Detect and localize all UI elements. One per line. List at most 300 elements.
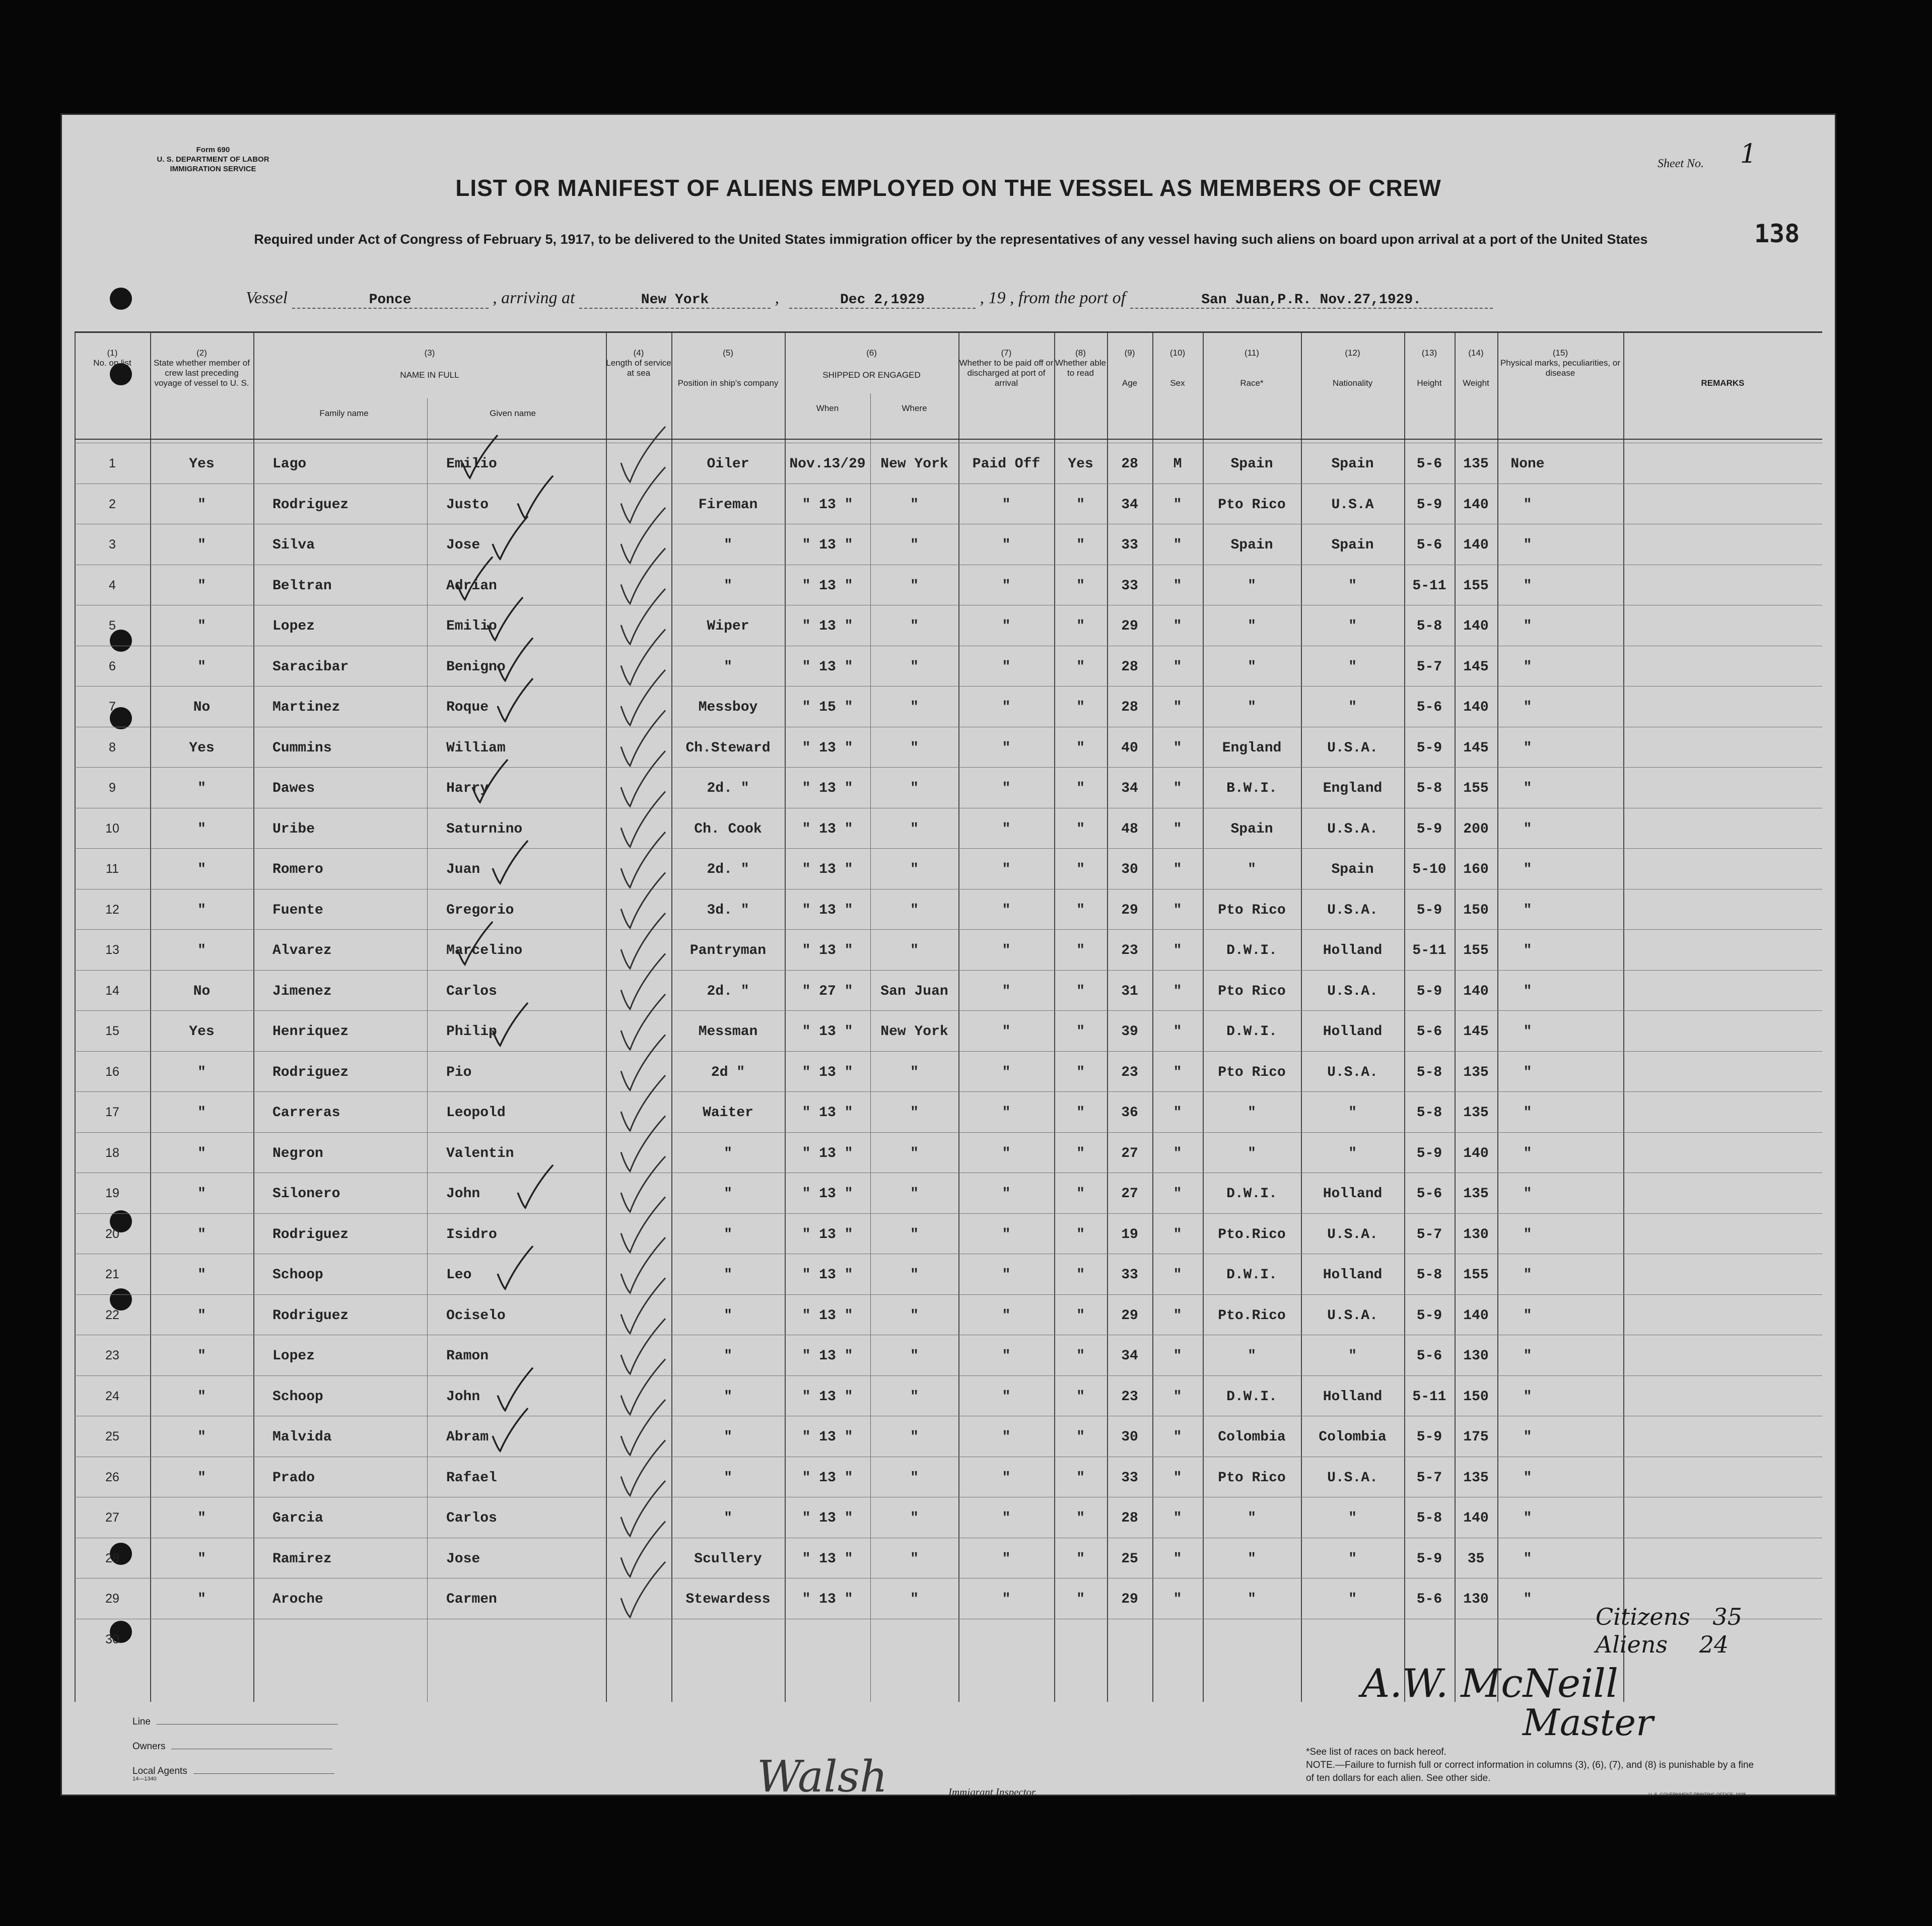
name-check-mark: [472, 760, 508, 802]
cell-race: ": [1248, 618, 1256, 634]
vessel-label: Vessel: [246, 289, 288, 307]
cell-pos: Wiper: [707, 618, 749, 634]
cell-marks: ": [1523, 700, 1532, 715]
cell-where: ": [910, 1226, 919, 1243]
cell-read: ": [1076, 1348, 1085, 1364]
cell-prev: ": [197, 1105, 206, 1121]
cell-when: " 13 ": [802, 740, 853, 756]
cell-race: Pto Rico: [1218, 983, 1286, 999]
cell-given: Leopold: [446, 1105, 506, 1121]
cell-age: 28: [1121, 456, 1138, 472]
cell-given: John: [446, 1389, 480, 1405]
cell-where: New York: [880, 1024, 948, 1040]
cell-prev: ": [197, 902, 206, 918]
cell-wt: 130: [1463, 1592, 1489, 1607]
cell-age: 30: [1121, 1429, 1138, 1445]
cell-pos: Stewardess: [685, 1592, 771, 1607]
cell-no: 14: [105, 983, 119, 998]
cell-when: " 27 ": [802, 983, 853, 999]
cell-where: ": [910, 1267, 919, 1283]
cell-race: Spain: [1230, 821, 1273, 837]
cell-family: Martinez: [272, 700, 340, 715]
sheet-number-value: 1: [1740, 139, 1757, 169]
cell-age: 30: [1121, 862, 1138, 877]
cell-family: Fuente: [272, 902, 323, 918]
master-signature: A.W. McNeill: [1361, 1661, 1619, 1706]
cell-sex: ": [1173, 943, 1182, 958]
cell-race: Pto Rico: [1218, 902, 1286, 918]
cell-prev: ": [197, 821, 206, 837]
cell-marks: None: [1510, 456, 1545, 472]
cell-read: ": [1076, 1510, 1085, 1526]
cell-age: 23: [1121, 1064, 1138, 1080]
cell-read: ": [1076, 1267, 1085, 1283]
cell-marks: ": [1523, 1267, 1532, 1283]
cell-when: " 13 ": [802, 1592, 853, 1607]
cell-read: Yes: [1068, 456, 1093, 472]
cell-prev: ": [197, 1389, 206, 1405]
cell-pos: ": [724, 1267, 732, 1283]
given-name-header: Given name: [490, 408, 536, 418]
cell-read: ": [1076, 1105, 1085, 1121]
cell-age: 34: [1121, 1348, 1138, 1364]
cell-age: 33: [1121, 1267, 1138, 1283]
cell-marks: ": [1523, 1389, 1532, 1405]
name-check-mark: [457, 557, 493, 600]
cell-when: " 13 ": [802, 902, 853, 918]
cell-nat: Spain: [1331, 537, 1374, 553]
cell-ht: 5-10: [1412, 862, 1446, 877]
cell-pos: ": [724, 1389, 732, 1405]
cell-race: ": [1248, 1348, 1256, 1364]
cell-given: Leo: [446, 1267, 472, 1283]
manifest-sheet: [60, 113, 1836, 1802]
cell-sex: M: [1173, 456, 1182, 472]
cell-pos: ": [724, 1510, 732, 1526]
cell-wt: 135: [1463, 1105, 1489, 1121]
cell-nat: U.S.A.: [1327, 1470, 1378, 1486]
agents-code: 14—1340: [132, 1776, 157, 1782]
cell-marks: ": [1523, 983, 1532, 999]
cell-no: 6: [109, 659, 116, 673]
cell-read: ": [1076, 537, 1085, 553]
cell-prev: ": [197, 1429, 206, 1445]
cell-family: Rodriguez: [272, 1064, 349, 1080]
cell-sex: ": [1173, 1267, 1182, 1283]
cell-when: " 13 ": [802, 1105, 853, 1121]
cell-when: " 13 ": [802, 1308, 853, 1324]
cell-no: 12: [105, 902, 119, 917]
cell-prev: ": [197, 578, 206, 594]
cell-nat: Spain: [1331, 456, 1374, 472]
cell-marks: ": [1523, 1510, 1532, 1526]
cell-where: ": [910, 1510, 919, 1526]
cell-paid: ": [1002, 862, 1011, 877]
cell-given: Rafael: [446, 1470, 497, 1486]
cell-read: ": [1076, 821, 1085, 837]
cell-nat: Holland: [1323, 1186, 1383, 1202]
vessel-info-line: Vessel Ponce , arriving at New York , Dec 2,1929 , 19 , from the port of San Juan,P.R. Nov.27,1929.: [246, 289, 1493, 309]
cell-race: D.W.I.: [1226, 1186, 1277, 1202]
cell-read: ": [1076, 1592, 1085, 1607]
cell-given: Philip: [446, 1024, 497, 1040]
cell-marks: ": [1523, 1024, 1532, 1040]
cell-when: " 13 ": [802, 821, 853, 837]
cell-given: Valentin: [446, 1145, 514, 1161]
cell-sex: ": [1173, 497, 1182, 513]
cell-ht: 5-9: [1416, 902, 1442, 918]
cell-marks: ": [1523, 1470, 1532, 1486]
cell-sex: ": [1173, 578, 1182, 594]
cell-where: ": [910, 1389, 919, 1405]
name-check-mark: [498, 1246, 533, 1289]
cell-given: Carmen: [446, 1592, 497, 1607]
cell-paid: ": [1002, 1348, 1011, 1364]
races-note: *See list of races on back hereof.: [1306, 1747, 1446, 1757]
cell-given: Isidro: [446, 1226, 497, 1243]
cell-prev: No: [193, 983, 211, 999]
citizens-total: [1596, 1603, 1742, 1630]
cell-ht: 5-6: [1416, 1592, 1442, 1607]
cell-wt: 130: [1463, 1348, 1489, 1364]
cell-read: ": [1076, 1470, 1085, 1486]
cell-no: 3: [109, 537, 116, 552]
cell-when: " 13 ": [802, 497, 853, 513]
cell-where: ": [910, 1145, 919, 1161]
cell-sex: ": [1173, 1145, 1182, 1161]
cell-race: ": [1248, 862, 1256, 877]
cell-family: Beltran: [272, 578, 332, 594]
cell-given: Pio: [446, 1064, 472, 1080]
cell-prev: ": [197, 1308, 206, 1324]
cell-marks: ": [1523, 1429, 1532, 1445]
cell-no: 21: [105, 1267, 119, 1281]
cell-no: 5: [109, 618, 116, 633]
cell-sex: ": [1173, 781, 1182, 796]
cell-paid: ": [1002, 1429, 1011, 1445]
cell-paid: ": [1002, 821, 1011, 837]
cell-where: ": [910, 618, 919, 634]
cell-race: Spain: [1230, 537, 1273, 553]
cell-race: D.W.I.: [1226, 1267, 1277, 1283]
cell-prev: ": [197, 1226, 206, 1243]
cell-prev: ": [197, 618, 206, 634]
cell-nat: U.S.A.: [1327, 1064, 1378, 1080]
cell-marks: ": [1523, 821, 1532, 837]
cell-wt: 150: [1463, 902, 1489, 918]
cell-read: ": [1076, 578, 1085, 594]
agents-label: Local Agents: [132, 1766, 187, 1776]
cell-no: 8: [109, 740, 116, 754]
cell-nat: ": [1348, 1348, 1357, 1364]
cell-sex: ": [1173, 1064, 1182, 1080]
cell-family: Dawes: [272, 781, 315, 796]
cell-when: " 13 ": [802, 618, 853, 634]
cell-no: 19: [105, 1186, 119, 1200]
cell-age: 28: [1121, 700, 1138, 715]
cell-nat: ": [1348, 578, 1357, 594]
cell-age: 19: [1121, 1226, 1138, 1243]
crew-table: [75, 331, 1822, 1702]
cell-ht: 5-9: [1416, 1308, 1442, 1324]
cell-given: Ramon: [446, 1348, 489, 1364]
cell-given: Juan: [446, 862, 480, 877]
cell-given: Gregorio: [446, 902, 514, 918]
cell-sex: ": [1173, 1592, 1182, 1607]
cell-ht: 5-7: [1416, 659, 1442, 675]
cell-no: 18: [105, 1145, 119, 1160]
cell-paid: Paid Off: [972, 456, 1041, 472]
remarks-header: REMARKS: [1701, 378, 1745, 388]
cell-prev: ": [197, 1145, 206, 1161]
cell-paid: ": [1002, 740, 1011, 756]
cell-family: Henriquez: [272, 1024, 349, 1040]
form-number: Form 690: [196, 146, 230, 154]
cell-marks: ": [1523, 862, 1532, 877]
cell-pos: ": [724, 578, 732, 594]
cell-where: ": [910, 659, 919, 675]
cell-prev: Yes: [189, 1024, 215, 1040]
col-6-header: (6) SHIPPED OR ENGAGED: [822, 348, 921, 380]
cell-where: New York: [880, 456, 948, 472]
cell-wt: 140: [1463, 618, 1489, 634]
cell-paid: ": [1002, 1267, 1011, 1283]
cell-marks: ": [1523, 943, 1532, 958]
cell-sex: ": [1173, 1389, 1182, 1405]
cell-nat: U.S.A.: [1327, 1308, 1378, 1324]
cell-where: ": [910, 1470, 919, 1486]
name-check-mark: [498, 678, 533, 721]
cell-no: 20: [105, 1226, 119, 1241]
cell-wt: 140: [1463, 700, 1489, 715]
cell-no: 13: [105, 943, 119, 957]
cell-when: " 13 ": [802, 862, 853, 877]
cell-read: ": [1076, 618, 1085, 634]
cell-paid: ": [1002, 983, 1011, 999]
cell-paid: ": [1002, 578, 1011, 594]
cell-wt: 140: [1463, 1308, 1489, 1324]
cell-wt: 140: [1463, 1145, 1489, 1161]
cell-given: Harry: [446, 781, 489, 796]
cell-pos: ": [724, 537, 732, 553]
name-check-mark: [518, 476, 553, 519]
cell-no: 9: [109, 781, 116, 795]
cell-race: ": [1248, 1145, 1256, 1161]
master-title: Master: [1523, 1701, 1653, 1744]
cell-nat: Holland: [1323, 1389, 1383, 1405]
arrival-date: Dec 2,1929: [789, 292, 976, 309]
cell-ht: 5-6: [1416, 456, 1442, 472]
cell-no: 27: [105, 1510, 119, 1525]
cell-no: 23: [105, 1348, 119, 1362]
line-label: Line: [132, 1716, 151, 1727]
cell-wt: 140: [1463, 983, 1489, 999]
cell-when: " 13 ": [802, 1470, 853, 1486]
cell-where: ": [910, 1064, 919, 1080]
name-check-mark: [518, 1165, 553, 1208]
cell-family: Rodriguez: [272, 1226, 349, 1243]
cell-read: ": [1076, 700, 1085, 715]
cell-nat: Holland: [1323, 1024, 1383, 1040]
name-check-mark: [498, 1368, 533, 1411]
cell-where: ": [910, 781, 919, 796]
cell-where: ": [910, 497, 919, 513]
cell-no: 11: [106, 862, 119, 876]
cell-prev: ": [197, 1064, 206, 1080]
punch-hole: [110, 288, 132, 310]
cell-no: 26: [105, 1470, 119, 1484]
cell-ht: 5-6: [1416, 537, 1442, 553]
cell-sex: ": [1173, 1308, 1182, 1324]
cell-marks: ": [1523, 497, 1532, 513]
cell-paid: ": [1002, 1308, 1011, 1324]
col-10-header: (10) Sex: [1169, 348, 1186, 388]
cell-ht: 5-6: [1416, 1348, 1442, 1364]
cell-ht: 5-8: [1416, 1105, 1442, 1121]
cell-sex: ": [1173, 1105, 1182, 1121]
cell-where: ": [910, 578, 919, 594]
cell-age: 36: [1121, 1105, 1138, 1121]
cell-age: 25: [1121, 1551, 1138, 1567]
cell-nat: ": [1348, 1510, 1357, 1526]
cell-race: D.W.I.: [1226, 1389, 1277, 1405]
cell-prev: ": [197, 943, 206, 958]
cell-age: 34: [1121, 497, 1138, 513]
cell-ht: 5-11: [1412, 943, 1446, 958]
cell-sex: ": [1173, 740, 1182, 756]
cell-no: 30: [105, 1632, 119, 1646]
col-7-header: (7) Whether to be paid off or discharged at port of arrival: [959, 348, 1054, 388]
cell-age: 31: [1121, 983, 1138, 999]
cell-ht: 5-6: [1416, 1186, 1442, 1202]
cell-given: John: [446, 1186, 480, 1202]
cell-age: 48: [1121, 821, 1138, 837]
cell-prev: ": [197, 537, 206, 553]
cell-marks: ": [1523, 1105, 1532, 1121]
length-of-service-check: [621, 1562, 665, 1617]
cell-race: Spain: [1230, 456, 1273, 472]
cell-family: Lago: [272, 456, 307, 472]
cell-read: ": [1076, 1186, 1085, 1202]
cell-given: Emilio: [446, 618, 497, 634]
cell-pos: Waiter: [703, 1105, 753, 1121]
cell-read: ": [1076, 1145, 1085, 1161]
cell-when: " 15 ": [802, 700, 853, 715]
cell-no: 29: [105, 1592, 119, 1606]
cell-read: ": [1076, 902, 1085, 918]
cell-marks: ": [1523, 659, 1532, 675]
cell-paid: ": [1002, 1145, 1011, 1161]
cell-paid: ": [1002, 902, 1011, 918]
cell-pos: ": [724, 1429, 732, 1445]
cell-nat: U.S.A: [1331, 497, 1374, 513]
service-name: IMMIGRATION SERVICE: [170, 165, 256, 173]
cell-wt: 145: [1463, 740, 1489, 756]
cell-wt: 155: [1463, 578, 1489, 594]
name-check-mark: [493, 1003, 528, 1046]
name-check-mark: [457, 922, 493, 965]
cell-ht: 5-8: [1416, 618, 1442, 634]
cell-ht: 5-6: [1416, 700, 1442, 715]
col-5-header: (5) Position in ship's company: [677, 348, 779, 388]
cell-race: Pto Rico: [1218, 497, 1286, 513]
cell-race: England: [1222, 740, 1282, 756]
cell-nat: Holland: [1323, 1267, 1383, 1283]
cell-when: " 13 ": [802, 578, 853, 594]
cell-sex: ": [1173, 1186, 1182, 1202]
cell-wt: 135: [1463, 1064, 1489, 1080]
cell-pos: ": [724, 1226, 732, 1243]
cell-sex: ": [1173, 1510, 1182, 1526]
cell-no: 2: [109, 497, 116, 511]
cell-family: Prado: [272, 1470, 315, 1486]
cell-paid: ": [1002, 1105, 1011, 1121]
cell-paid: ": [1002, 1389, 1011, 1405]
cell-sex: ": [1173, 1470, 1182, 1486]
cell-pos: 2d. ": [707, 862, 749, 877]
cell-age: 34: [1121, 781, 1138, 796]
cell-given: Carlos: [446, 983, 497, 999]
cell-paid: ": [1002, 700, 1011, 715]
cell-nat: U.S.A.: [1327, 740, 1378, 756]
cell-no: 17: [105, 1105, 119, 1119]
cell-prev: ": [197, 659, 206, 675]
cell-read: ": [1076, 1429, 1085, 1445]
cell-sex: ": [1173, 659, 1182, 675]
cell-family: Jimenez: [272, 983, 332, 999]
aliens-count: 24: [1699, 1631, 1729, 1658]
cell-race: Pto.Rico: [1218, 1308, 1286, 1324]
document-subtitle: Required under Act of Congress of February 5, 1917, to be delivered to the United States immigration officer by the representatives of any vessel having such aliens on board upon arrival at a port of the United States: [254, 232, 1648, 247]
cell-marks: ": [1523, 1226, 1532, 1243]
cell-family: Malvida: [272, 1429, 332, 1445]
cell-prev: Yes: [189, 456, 215, 472]
cell-nat: ": [1348, 618, 1357, 634]
cell-age: 33: [1121, 537, 1138, 553]
cell-ht: 5-9: [1416, 1551, 1442, 1567]
cell-age: 29: [1121, 618, 1138, 634]
cell-nat: Spain: [1331, 862, 1374, 877]
cell-paid: ": [1002, 1470, 1011, 1486]
cell-given: Benigno: [446, 659, 506, 675]
cell-nat: ": [1348, 1105, 1357, 1121]
cell-marks: ": [1523, 537, 1532, 553]
cell-when: " 13 ": [802, 1145, 853, 1161]
cell-wt: 175: [1463, 1429, 1489, 1445]
cell-where: ": [910, 862, 919, 877]
cell-ht: 5-9: [1416, 1145, 1442, 1161]
cell-prev: ": [197, 862, 206, 877]
cell-no: 22: [105, 1308, 119, 1322]
cell-no: 28: [105, 1551, 119, 1565]
cell-where: ": [910, 1186, 919, 1202]
cell-pos: ": [724, 1348, 732, 1364]
cell-race: ": [1248, 1551, 1256, 1567]
cell-ht: 5-8: [1416, 1064, 1442, 1080]
cell-marks: ": [1523, 1551, 1532, 1567]
cell-pos: ": [724, 1470, 732, 1486]
sheet-number-label: Sheet No.: [1658, 157, 1704, 170]
cell-given: Carlos: [446, 1510, 497, 1526]
cell-marks: ": [1523, 902, 1532, 918]
cell-ht: 5-9: [1416, 740, 1442, 756]
cell-nat: ": [1348, 1145, 1357, 1161]
cell-age: 27: [1121, 1145, 1138, 1161]
cell-ht: 5-6: [1416, 1024, 1442, 1040]
cell-read: ": [1076, 1308, 1085, 1324]
citizens-count: 35: [1712, 1603, 1742, 1630]
cell-paid: ": [1002, 1064, 1011, 1080]
